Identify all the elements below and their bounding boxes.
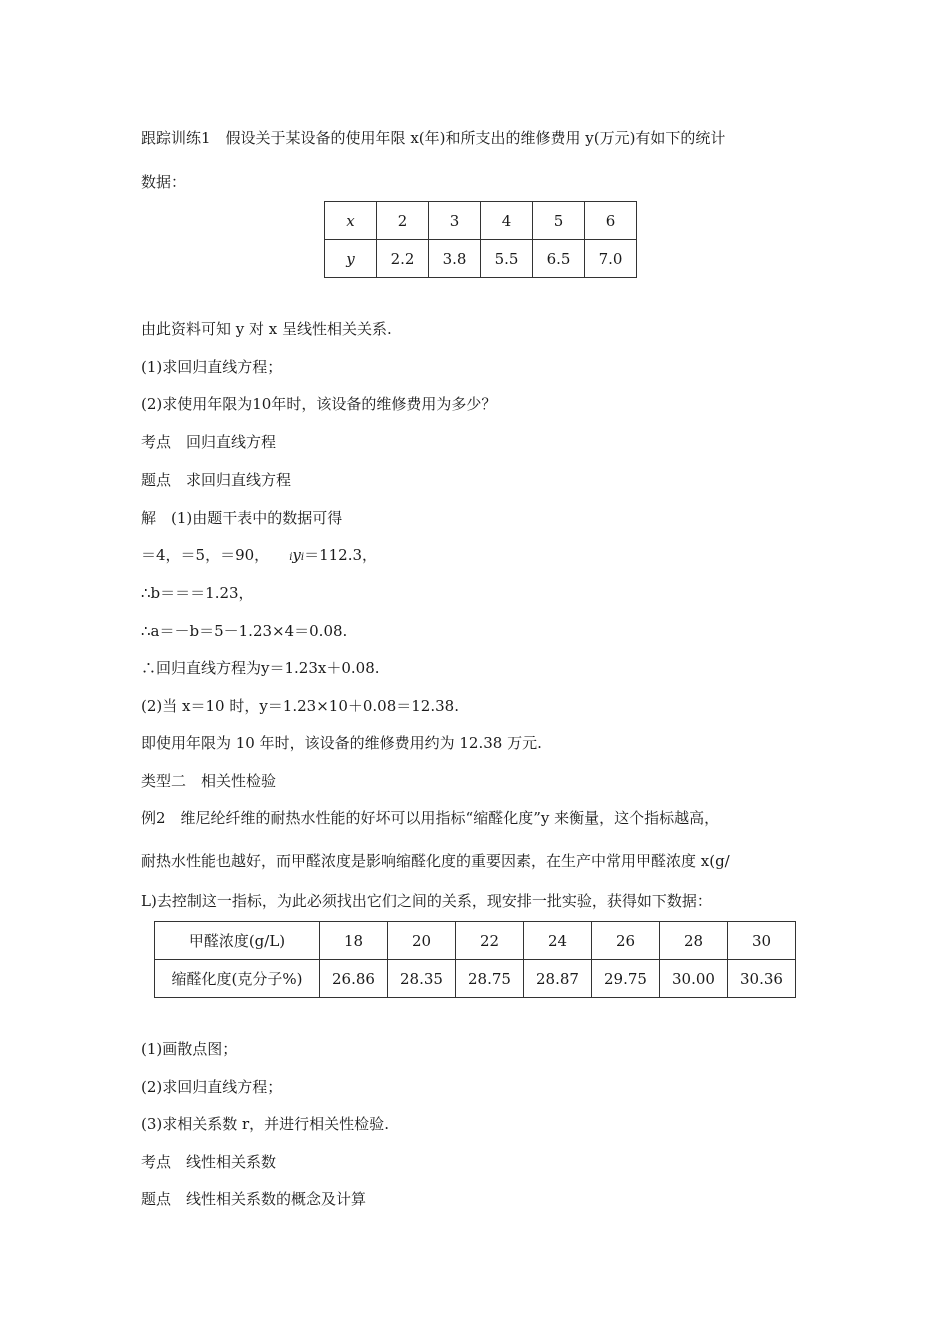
example-line-1: 例2 维尼纶纤维的耐热水性能的好坏可以用指标“缩醛化度”y 来衡量，这个指标越高， — [141, 809, 720, 827]
solution-line-1: 解 (1)由题干表中的数据可得 — [141, 509, 343, 527]
table-cell: 7.0 — [585, 240, 637, 278]
question-1: (1)求回归直线方程； — [141, 358, 283, 376]
table-cell: 3.8 — [429, 240, 481, 278]
solution-line-2 — [141, 545, 377, 568]
kaodian: 考点 线性相关系数 — [141, 1153, 277, 1171]
table-cell: 缩醛化度(克分子%) — [155, 960, 320, 998]
table-cell: 28.87 — [524, 960, 592, 998]
table-row — [325, 240, 637, 278]
statement: 由此资料可知 y 对 x 呈线性相关关系. — [141, 320, 392, 338]
table-cell: y — [325, 240, 377, 278]
solution-sum: ＝112.3， — [304, 546, 378, 564]
question-2: (2)求回归直线方程； — [141, 1078, 283, 1096]
solution-line-4: ∴a＝－b＝5－1.23×4＝0.08. — [141, 622, 348, 640]
table-cell: 28.35 — [388, 960, 456, 998]
table-cell: 2.2 — [377, 240, 429, 278]
table-cell: 甲醛浓度(g/L) — [155, 922, 320, 960]
exercise1-line1: 跟踪训练1 假设关于某设备的使用年限 x(年)和所支出的维修费用 y(万元)有如下的统计 — [141, 129, 726, 147]
table-row — [325, 202, 637, 240]
table-cell: x — [325, 202, 377, 240]
table-row — [155, 922, 796, 960]
question-3: (3)求相关系数 r，并进行相关性检验. — [141, 1115, 389, 1133]
question-1: (1)画散点图； — [141, 1040, 238, 1058]
solution-means: ＝4，＝5，＝90， — [141, 546, 270, 564]
solution-line-3: ∴b＝＝＝1.23， — [141, 584, 254, 602]
solution-line-6: (2)当 x＝10 时，y＝1.23×10＋0.08＝12.38. — [141, 697, 459, 715]
variable-y: y — [292, 546, 301, 564]
tidian: 题点 求回归直线方程 — [141, 471, 292, 489]
exercise1-line2: 数据： — [141, 173, 187, 191]
table-cell: 4 — [481, 202, 533, 240]
table-cell: 30.36 — [728, 960, 796, 998]
table-cell: 6 — [585, 202, 637, 240]
table-cell: 20 — [388, 922, 456, 960]
kaodian: 考点 回归直线方程 — [141, 433, 277, 451]
table-cell: 18 — [320, 922, 388, 960]
section-title: 类型二 相关性检验 — [141, 772, 277, 790]
solution-line-7: 即使用年限为 10 年时，该设备的维修费用约为 12.38 万元. — [141, 734, 542, 752]
subscript: i — [289, 552, 293, 563]
example-line-3: L)去控制这一指标，为此必须找出它们之间的关系，现安排一批实验，获得如下数据： — [141, 892, 712, 910]
table-cell: 26 — [592, 922, 660, 960]
table-cell: 28 — [660, 922, 728, 960]
table-cell: 30.00 — [660, 960, 728, 998]
table-cell: 5 — [533, 202, 585, 240]
table-cell: 29.75 — [592, 960, 660, 998]
table-cell: 30 — [728, 922, 796, 960]
example-line-2: 耐热水性能也越好，而甲醛浓度是影响缩醛化度的重要因素，在生产中常用甲醛浓度 x(g/ — [141, 852, 730, 870]
table-cell: 2 — [377, 202, 429, 240]
table-row — [155, 960, 796, 998]
question-2: (2)求使用年限为10年时，该设备的维修费用为多少？ — [141, 395, 497, 413]
table-cell: 26.86 — [320, 960, 388, 998]
table-cell: 3 — [429, 202, 481, 240]
data-table-1 — [324, 201, 637, 278]
table-cell: 6.5 — [533, 240, 585, 278]
table-cell: 28.75 — [456, 960, 524, 998]
table-cell: 5.5 — [481, 240, 533, 278]
solution-line-5: ∴回归直线方程为y＝1.23x＋0.08. — [141, 659, 380, 677]
data-table-2 — [154, 921, 796, 998]
subscript: i — [300, 552, 305, 563]
table-cell: 22 — [456, 922, 524, 960]
tidian: 题点 线性相关系数的概念及计算 — [141, 1190, 367, 1208]
table-cell: 24 — [524, 922, 592, 960]
